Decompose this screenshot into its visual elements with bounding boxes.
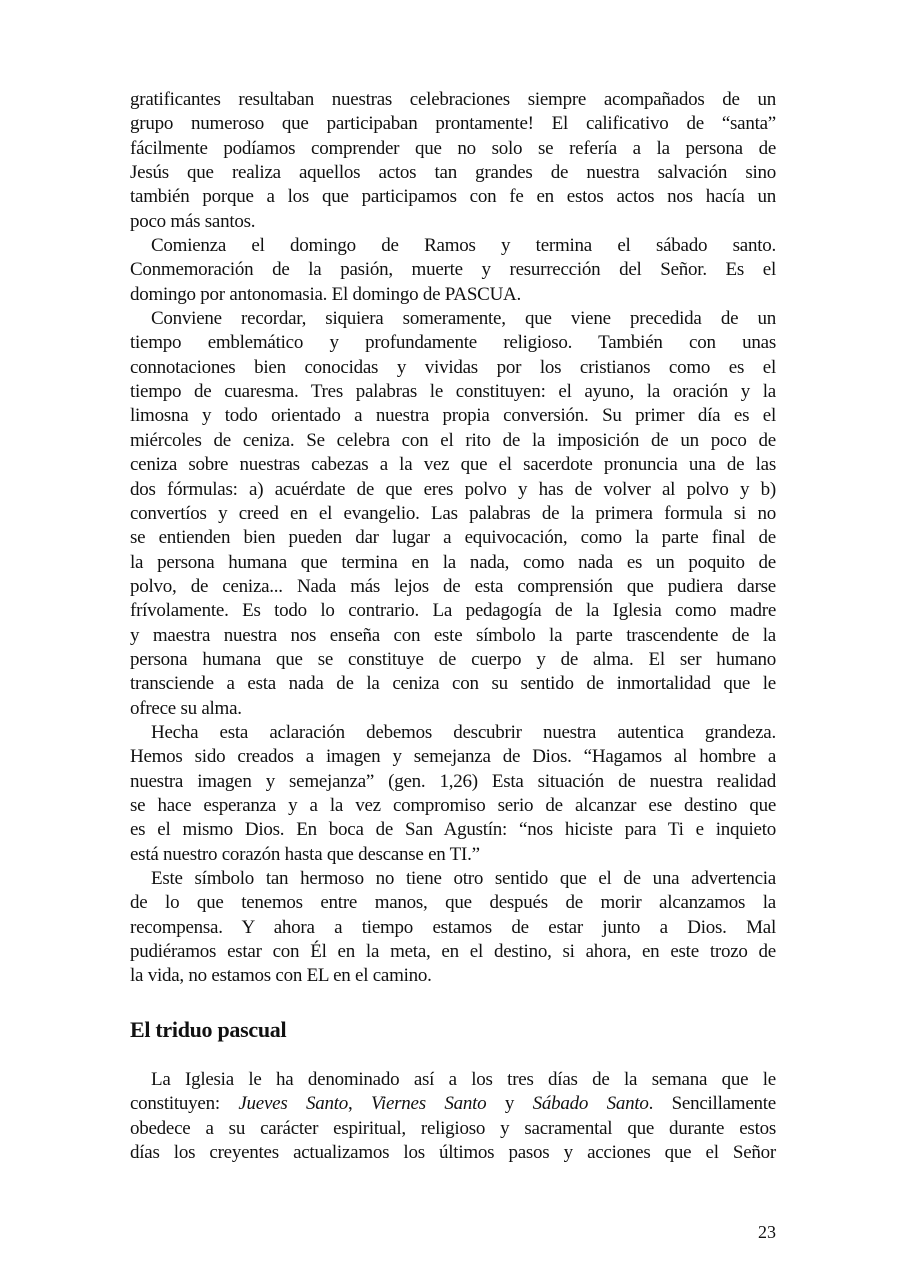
text-line: gratificantes resultaban nuestras celebraciones siempre acompañados de un (130, 89, 776, 110)
page-number: 23 (758, 1222, 776, 1242)
text-line: La Iglesia le ha denominado así a los tres días de la semana que le (151, 1069, 776, 1090)
italic-day-name: Sábado Santo (532, 1093, 649, 1115)
text-line: se hace esperanza y a la vez compromiso serio de alcanzar ese destino que (130, 794, 776, 816)
text-line: Hemos sido creados a imagen y semejanza de Dios. “Hagamos al hombre a (130, 746, 776, 768)
paragraph (130, 307, 776, 721)
text-line: nuestra imagen y semejanza” (gen. 1,26) Esta situación de nuestra realidad (130, 770, 776, 792)
text-line: frívolamente. Es todo lo contrario. La pedagogía de la Iglesia como madre (130, 600, 776, 622)
text-line: la persona humana que termina en la nada, como nada es un poquito de (130, 551, 776, 573)
text-line: tiempo emblemático y profundamente religioso. También con unas (130, 332, 776, 354)
text-line: pudiéramos estar con Él en la meta, en el destino, si ahora, en este trozo de (130, 941, 776, 963)
text-line: grupo numeroso que participaban prontamente! El calificativo de “santa” (130, 113, 776, 135)
text-line: transciende a esta nada de la ceniza con su sentido de inmortalidad que le (130, 673, 776, 695)
text-line: Hecha esta aclaración debemos descubrir nuestra autentica grandeza. (151, 721, 776, 743)
text-line: Comienza el domingo de Ramos y termina el sábado santo. (151, 235, 776, 257)
text-line: persona humana que se constituye de cuerpo y de alma. El ser humano (130, 648, 776, 670)
text-run: , (348, 1093, 371, 1115)
text-line: polvo, de ceniza... Nada más lejos de esta comprensión que pudiera darse (130, 575, 776, 597)
text-line: de lo que tenemos entre manos, que después de morir alcanzamos la (130, 892, 776, 914)
text-line: días los creyentes actualizamos los últimos pasos y acciones que el Señor (130, 1142, 776, 1164)
text-line: está nuestro corazón hasta que descanse en TI.” (130, 843, 480, 865)
paragraph (130, 88, 776, 234)
text-run: y (486, 1093, 533, 1115)
text-line: Este símbolo tan hermoso no tiene otro sentido que el de una advertencia (151, 868, 776, 889)
text-run: constituyen: (130, 1093, 239, 1115)
text-line: ofrece su alma. (130, 697, 242, 719)
text-line (130, 1092, 776, 1116)
text-line: convertíos y creed en el evangelio. Las palabras de la primera formula si no (130, 502, 776, 524)
text-line: domingo por antonomasia. El domingo de PASCUA. (130, 283, 522, 305)
text-line: limosna y todo orientado a nuestra propia conversión. Su primer día es el (130, 405, 776, 427)
text-run: . Sencillamente (648, 1093, 776, 1115)
text-line: connotaciones bien conocidas y vividas por los cristianos como es el (130, 356, 776, 378)
text-line: Jesús que realiza aquellos actos tan grandes de nuestra salvación sino (130, 162, 776, 184)
text-line: Conviene recordar, siquiera someramente, que viene precedida de un (151, 308, 776, 330)
document-body (130, 88, 776, 989)
paragraph (130, 234, 776, 307)
text-line: fácilmente podíamos comprender que no solo se refería a la persona de (130, 137, 776, 159)
text-line: también porque a los que participamos con fe en estos actos nos hacía un (130, 186, 776, 208)
section-paragraph (130, 1068, 776, 1165)
text-line: dos fórmulas: a) acuérdate de que eres polvo y has de volver al polvo y b) (130, 478, 776, 500)
text-line: tiempo de cuaresma. Tres palabras le constituyen: el ayuno, la oración y la (130, 381, 776, 403)
text-line: ceniza sobre nuestras cabezas a la vez que el sacerdote pronuncia una de las (130, 454, 776, 476)
text-line: recompensa. Y ahora a tiempo estamos de estar junto a Dios. Mal (130, 916, 776, 938)
paragraph (130, 721, 776, 867)
text-line: se entienden bien pueden dar lugar a equivocación, como la parte final de (130, 527, 776, 549)
italic-day-name: Viernes Santo (370, 1093, 487, 1115)
text-line: obedece a su carácter espiritual, religioso y sacramental que durante estos (130, 1117, 776, 1139)
text-line: la vida, no estamos con EL en el camino. (130, 965, 432, 987)
paragraph (130, 867, 776, 989)
text-line: poco más santos. (130, 210, 256, 232)
italic-day-name: Jueves Santo (238, 1093, 348, 1115)
text-line: es el mismo Dios. En boca de San Agustín: “nos hiciste para Ti e inquieto (130, 819, 776, 841)
text-line: Conmemoración de la pasión, muerte y resurrección del Señor. Es el (130, 259, 776, 281)
text-line: y maestra nuestra nos enseña con este símbolo la parte trascendente de la (130, 624, 776, 646)
section-heading: El triduo pascual (130, 1017, 287, 1042)
text-line: miércoles de ceniza. Se celebra con el rito de la imposición de un poco de (130, 429, 776, 451)
